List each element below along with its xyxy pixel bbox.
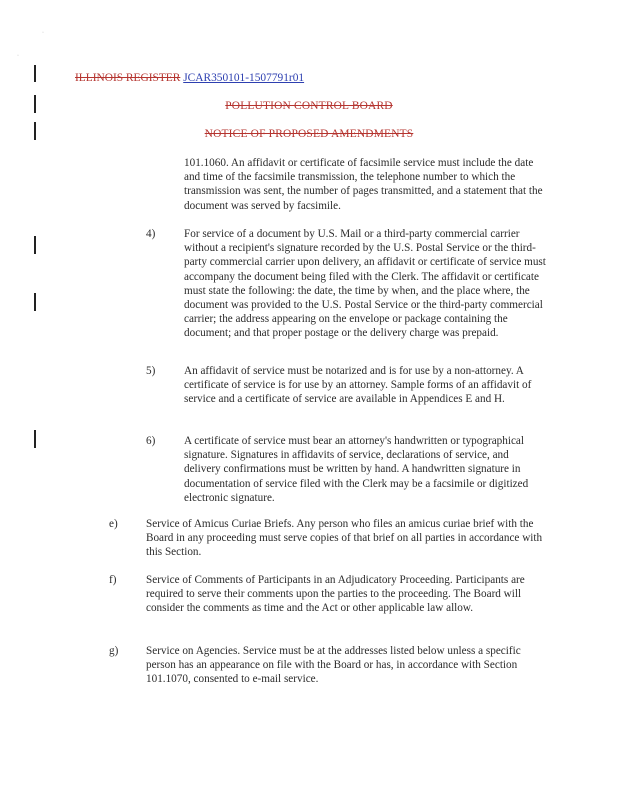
subsection-label: 5) (146, 365, 156, 377)
register-header-struck: ILLINOIS REGISTER (75, 72, 181, 84)
section-paragraph: Service of Amicus Curiae Briefs. Any person who files an amicus curiae brief with the Board in any proceeding must serve copies of that brief on all parties in accordance with this Section. (146, 518, 543, 559)
section-label: f) (109, 574, 117, 586)
subsection-label: 6) (146, 435, 156, 447)
notice-title: NOTICE OF PROPOSED AMENDMENTS (204, 128, 414, 140)
subsection-paragraph: For service of a document by U.S. Mail or a third-party commercial carrier without a recipient's signature recorded by the U.S. Postal Service or the third-party commercial carrier upon delivery, an affidavit or certificate of service must accompany the document being filed with the Clerk. The affidavit or certificate must state the following: the date, the time by when, and the place where, the document was provided to the U.S. Postal Service or the third-party commercial carrier; the address appearing on the envelope or package containing the document; and that proper postage or the delivery charge was prepaid. (184, 228, 546, 340)
scan-speck: · (42, 30, 44, 36)
section-label: g) (109, 645, 119, 657)
subsection-paragraph: A certificate of service must bear an attorney's handwritten or typographical signature. Signatures in affidavits of service, declarations of service, and delivery confirmations must be written by hand. A handwritten signature in documentation of service filed with the Clerk may be a facsimile or digitized electronic signature. (184, 435, 529, 504)
register-header (75, 71, 304, 85)
change-bar (34, 430, 36, 448)
scan-speck: · (17, 53, 19, 59)
change-bar (34, 293, 36, 311)
change-bar (34, 236, 36, 254)
register-header-inserted: JCAR350101-1507791r01 (183, 72, 305, 84)
subsection-paragraph: An affidavit of service must be notarized and is for use by a non-attorney. A certificate of service is for use by an attorney. Sample forms of an affidavit of service and a certificate of service are available in Appendices E and H. (184, 365, 532, 406)
section-label: e) (109, 518, 118, 530)
subsection-label: 4) (146, 228, 156, 240)
continuation-paragraph: 101.1060. An affidavit or certificate of facsimile service must include the date and time of the facsimile transmission, the telephone number to which the transmission was sent, the number of pages transmitted, and a statement that the document was served by facsimile. (184, 157, 543, 212)
change-bar (34, 65, 36, 82)
board-title: POLLUTION CONTROL BOARD (225, 100, 393, 112)
section-paragraph: Service on Agencies. Service must be at the addresses listed below unless a specific person has an appearance on file with the Board or has, in accordance with Section 101.1070, consented to e-mail service. (146, 645, 521, 686)
section-paragraph: Service of Comments of Participants in an Adjudicatory Proceeding. Participants are required to serve their comments upon the parties to the proceeding. The Board will consider the comments as time and the Act or other applicable law allow. (146, 574, 525, 615)
